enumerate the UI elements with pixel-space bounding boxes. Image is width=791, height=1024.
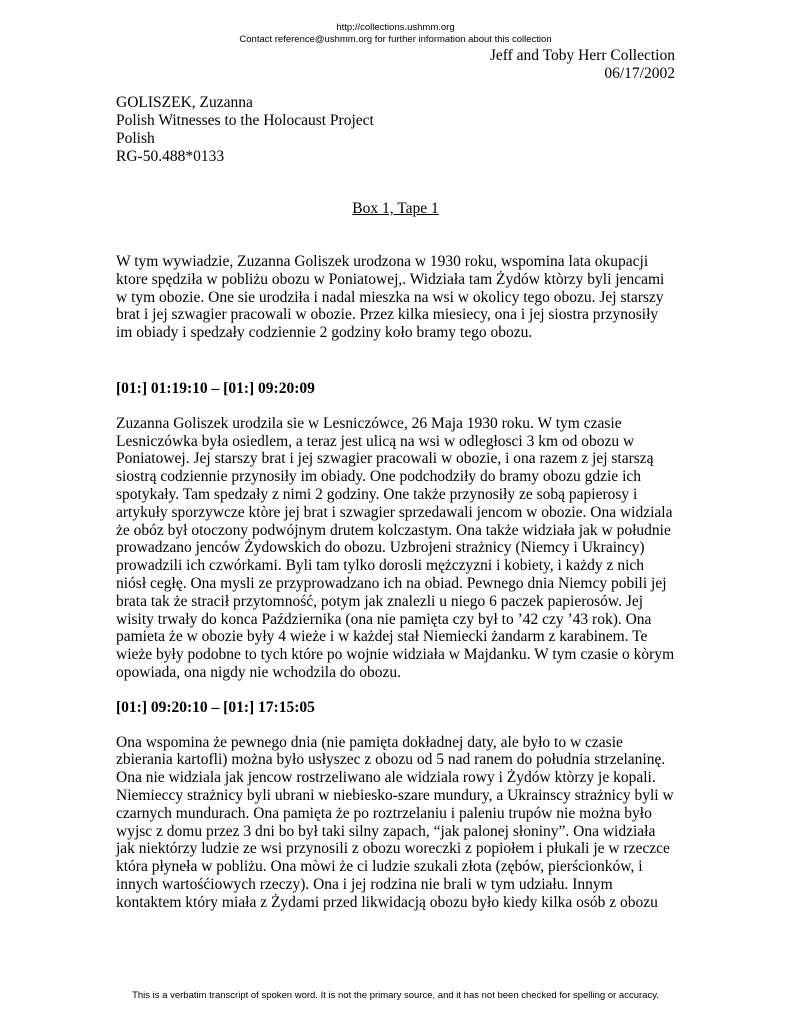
collection-date: 06/17/2002 [604,65,675,82]
header-contact: Contact reference@ushmm.org for further information about this collection [239,34,552,45]
interviewee-name: GOLISZEK, Zuzanna [116,94,253,111]
footer-disclaimer: This is a verbatim transcript of spoken word. It is not the primary source, and it has not been checked for spelling or accuracy. [132,990,659,1001]
project-name: Polish Witnesses to the Holocaust Project [116,112,374,129]
header-url: http://collections.ushmm.org [336,22,455,33]
segment-heading: [01:] 01:19:10 – [01:] 09:20:09 [116,379,315,397]
segment-text: Ona wspomina że pewnego dnia (nie pamięta dokładnej daty, ale było to w czasie zbierania kartofli) można było usłyszec z obozu od 5 nad ranem do południa strzelaninę. Ona nie widziala jak jencow rostrzeliwano ale widziala rowy i Żydów ktòrzy je kopali. Niemieccy strażnicy byli ubrani w niebiesko-szare mundury, a Ukrainscy strażnicy byli w czarnych mundurach. Ona pamięta że po roztrzelaniu i paleniu trupów nie można było wyjsc z domu przez 3 dni bo był taki silny zapach, “jak palonej słoniny”. Ona widziała jak niektórzy ludzie ze wsi przynosili z obozu woreczki z popiołem i płukali je w rzeczce która płyneła w pobliżu. Ona mòwi że ci ludzie szukali złota (zębów, pierścionków, i innych wartośćiowych rzeczy). Ona i jej rodzina nie brali w tym udziału. Innym kontaktem który miała z Żydami przed likwidacją obozu było kiedy kilka osób z obozu [116,733,674,911]
interview-language: Polish [116,130,155,147]
box-title: Box 1, Tape 1 [352,200,439,217]
rg-number: RG-50.488*0133 [116,148,225,165]
intro-paragraph: W tym wywiadzie, Zuzanna Goliszek urodzona w 1930 roku, wspomina lata okupacji ktore spędziła w pobliżu obozu w Poniatowej,. Widziała tam Żydów ktòrzy byli jencami w tym obozie. One sie urodziła i nadal mieszka na wsi w okolicy tego obozu. Jej starszy brat i jej szwagier pracowali w obozie. Przez kilka miesiecy, ona i jej siostra przynosiły im obiady i spedzały codziennie 2 godziny koło bramy tego obozu. [116,253,665,342]
segment-heading: [01:] 09:20:10 – [01:] 17:15:05 [116,698,315,716]
transcript-body [116,253,678,929]
metadata-block [116,94,374,166]
segment-text: Zuzanna Goliszek urodzila sie w Lesniczówce, 26 Maja 1930 roku. W tym czasie Lesniczówka była osiedlem, a teraz jest ulicą na wsi w odległosci 3 km od obozu w Poniatowej. Jej starszy brat i jej szwagier pracowali w obozie, i ona razem z jej starszą siostrą codziennie przynosiły im obiady. One podchodziły do bramy obozu gdzie ich spotykały. Tam spedzały z nimi 2 godziny. One także przynosiły ze sobą papierosy i artykuły sporzywcze ktòre jej brat i szwagier sprzedawali jencom w obozie. Ona widziala że obóz był otoczony podwójnym drutem kolczastym. Ona także widziała jak w południe prowadzano jenców Żydowskich do obozu. Uzbrojeni strażnicy (Niemcy i Ukraincy) prowadzili ich czwórkami. Byli tam tylko dorosli mężczyzni i kobiety, i każdy z nich niósł cegłę. Ona mysli ze przyprowadzano ich na obiad. Pewnego dnia Niemcy pobili jej brata tak że stracił przytomność, potym jak znalezli u niego 6 paczek papierosów. Jej wisity trwały do konca Października (ona nie pamięta czy był to ’42 czy ’43 rok). Ona pamieta że w obozie były 4 wieże i w każdej stał Niemiecki żandarm z karabinem. Te wieże były podobne to tych które po wojnie widziała w Majdanku. W tym czasie o kòrym opowiada, ona nigdy nie wchodzila do obozu. [116,414,675,681]
collection-block [490,47,675,83]
collection-name: Jeff and Toby Herr Collection [489,47,675,64]
